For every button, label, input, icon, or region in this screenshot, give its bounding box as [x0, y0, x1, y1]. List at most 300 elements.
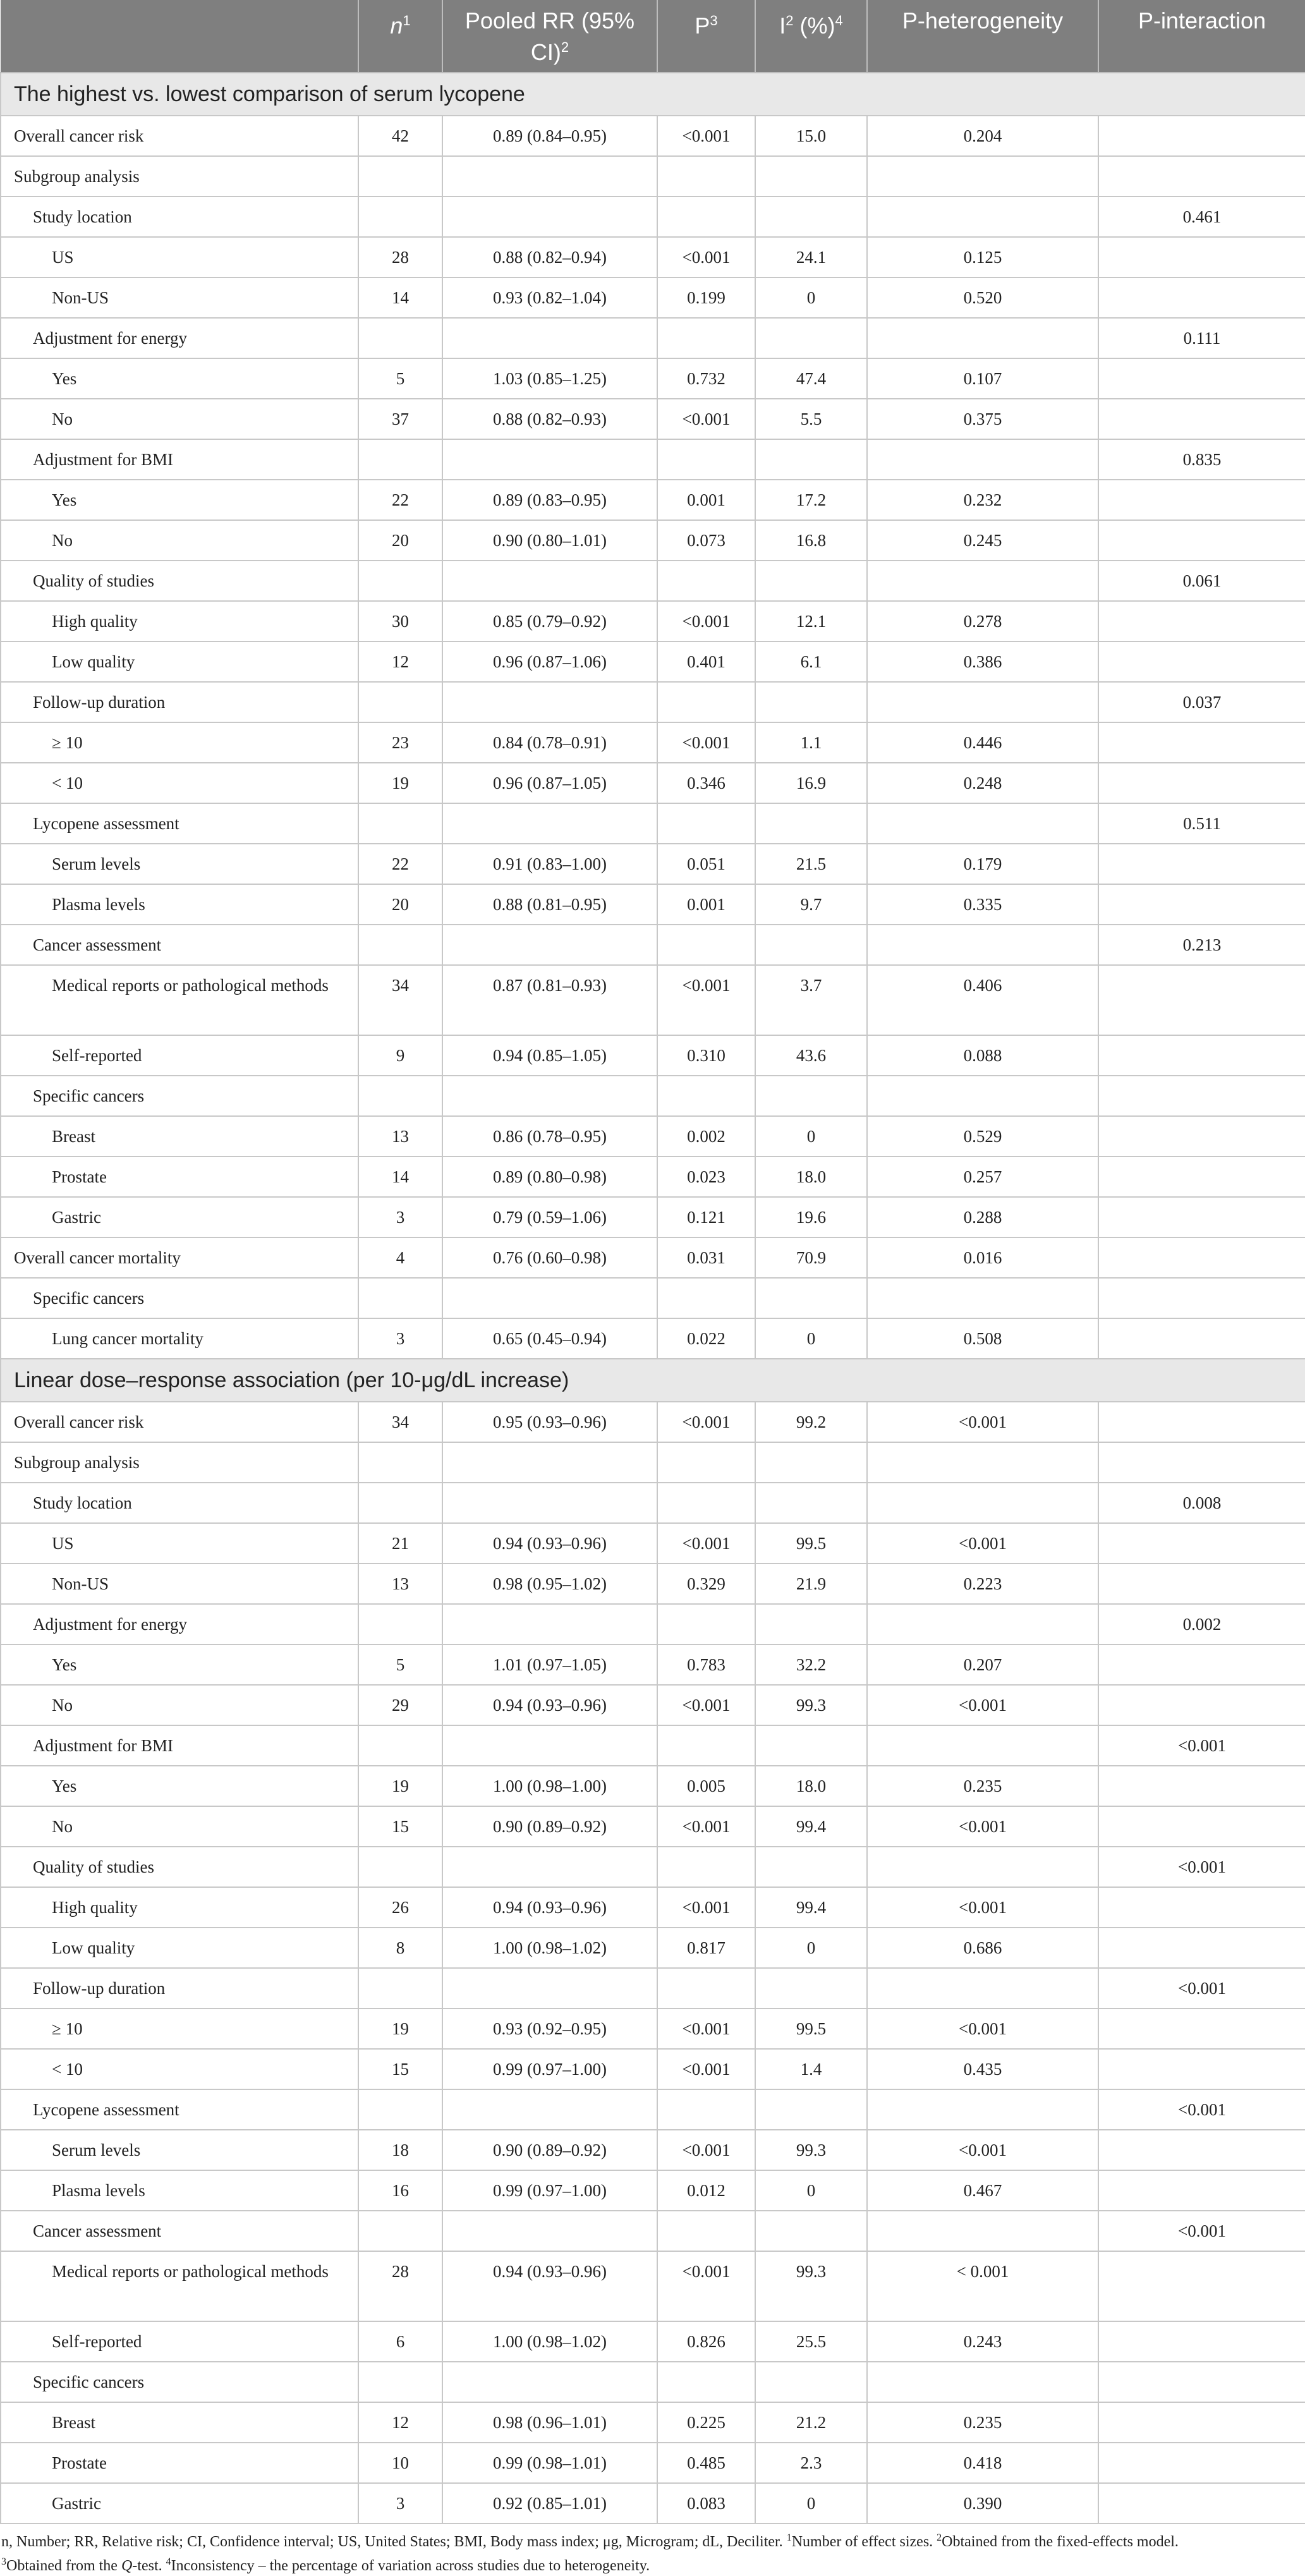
cell-pooled-rr: 0.86 (0.78–0.95) [442, 1116, 657, 1157]
section-header-row [1, 1359, 1305, 1402]
table-row [1, 237, 1305, 277]
cell-n [358, 1278, 442, 1318]
table-row [1, 561, 1305, 601]
table-row [1, 2251, 1305, 2321]
table-row [1, 1442, 1305, 1483]
cell-pooled-rr: 0.79 (0.59–1.06) [442, 1197, 657, 1237]
cell-n [358, 925, 442, 965]
cell-i2 [755, 1442, 867, 1483]
cell-p: 0.001 [657, 884, 755, 925]
header-pooled-rr: Pooled RR (95% CI)$^2$ [442, 0, 657, 73]
cell-i2: 18.0 [755, 1157, 867, 1197]
row-label: Low quality [1, 1928, 358, 1968]
cell-p [657, 1278, 755, 1318]
cell-i2 [755, 1604, 867, 1644]
row-label: Subgroup analysis [1, 156, 358, 197]
cell-i2: 24.1 [755, 237, 867, 277]
cell-pooled-rr [442, 1604, 657, 1644]
row-label: < 10 [1, 2049, 358, 2089]
cell-i2: 5.5 [755, 399, 867, 439]
row-label: US [1, 237, 358, 277]
cell-p-heterogeneity [867, 1604, 1098, 1644]
cell-p-heterogeneity [867, 318, 1098, 358]
cell-p-interaction [1098, 1564, 1305, 1604]
cell-pooled-rr: 0.85 (0.79–0.92) [442, 601, 657, 641]
cell-p-heterogeneity [867, 156, 1098, 197]
cell-i2: 17.2 [755, 480, 867, 520]
header-label-column [1, 0, 358, 73]
cell-i2 [755, 1725, 867, 1766]
section-title: Linear dose–response association (per 10-μg/dL increase) [1, 1359, 1305, 1402]
cell-n: 19 [358, 1766, 442, 1806]
cell-pooled-rr: 0.94 (0.93–0.96) [442, 1523, 657, 1564]
cell-p-heterogeneity [867, 1847, 1098, 1887]
table-row [1, 1157, 1305, 1197]
cell-p-interaction [1098, 116, 1305, 156]
cell-i2: 0 [755, 1116, 867, 1157]
table-row [1, 722, 1305, 763]
cell-i2: 0 [755, 277, 867, 318]
row-label: Self-reported [1, 1035, 358, 1076]
cell-p-heterogeneity: 0.335 [867, 884, 1098, 925]
row-label: Non-US [1, 1564, 358, 1604]
cell-p: 0.225 [657, 2402, 755, 2443]
cell-p-heterogeneity: 0.179 [867, 844, 1098, 884]
cell-p-heterogeneity [867, 1442, 1098, 1483]
table-row [1, 2049, 1305, 2089]
cell-p-heterogeneity [867, 2362, 1098, 2402]
table-row [1, 2321, 1305, 2362]
cell-p-interaction [1098, 884, 1305, 925]
cell-p-heterogeneity: 0.248 [867, 763, 1098, 803]
cell-i2: 12.1 [755, 601, 867, 641]
cell-p-interaction [1098, 722, 1305, 763]
cell-pooled-rr: 0.92 (0.85–1.01) [442, 2483, 657, 2524]
cell-pooled-rr: 0.76 (0.60–0.98) [442, 1237, 657, 1278]
cell-pooled-rr: 0.90 (0.89–0.92) [442, 1806, 657, 1847]
table-row [1, 318, 1305, 358]
table-row [1, 116, 1305, 156]
cell-p-heterogeneity: 0.235 [867, 1766, 1098, 1806]
cell-p-interaction [1098, 1685, 1305, 1725]
table-row [1, 2170, 1305, 2211]
cell-n: 30 [358, 601, 442, 641]
cell-pooled-rr: 0.99 (0.98–1.01) [442, 2443, 657, 2483]
cell-i2 [755, 439, 867, 480]
cell-p-heterogeneity [867, 1278, 1098, 1318]
cell-p-heterogeneity: 0.418 [867, 2443, 1098, 2483]
table-row [1, 1685, 1305, 1725]
cell-p-heterogeneity: 0.508 [867, 1318, 1098, 1359]
cell-n [358, 2362, 442, 2402]
cell-p-heterogeneity: 0.406 [867, 965, 1098, 1035]
table-row [1, 2362, 1305, 2402]
cell-i2: 32.2 [755, 1644, 867, 1685]
cell-pooled-rr [442, 197, 657, 237]
cell-pooled-rr [442, 803, 657, 844]
cell-n: 5 [358, 1644, 442, 1685]
row-label: Adjustment for energy [1, 1604, 358, 1644]
cell-p-interaction [1098, 277, 1305, 318]
row-label: Subgroup analysis [1, 1442, 358, 1483]
cell-i2 [755, 197, 867, 237]
cell-p-heterogeneity: <0.001 [867, 2008, 1098, 2049]
row-label: ≥ 10 [1, 2008, 358, 2049]
cell-n [358, 1847, 442, 1887]
cell-p-interaction [1098, 2443, 1305, 2483]
cell-p-heterogeneity [867, 2211, 1098, 2251]
cell-p-heterogeneity: <0.001 [867, 1523, 1098, 1564]
cell-p-interaction [1098, 2321, 1305, 2362]
cell-n [358, 803, 442, 844]
cell-p: <0.001 [657, 1523, 755, 1564]
cell-pooled-rr: 0.87 (0.81–0.93) [442, 965, 657, 1035]
cell-pooled-rr [442, 682, 657, 722]
cell-p-heterogeneity [867, 197, 1098, 237]
cell-i2: 19.6 [755, 1197, 867, 1237]
cell-p-interaction: 0.111 [1098, 318, 1305, 358]
cell-pooled-rr: 0.99 (0.97–1.00) [442, 2170, 657, 2211]
cell-p-interaction: <0.001 [1098, 1847, 1305, 1887]
table-row [1, 2483, 1305, 2524]
cell-p-interaction [1098, 237, 1305, 277]
cell-n: 15 [358, 1806, 442, 1847]
cell-i2 [755, 2089, 867, 2130]
cell-i2: 70.9 [755, 1237, 867, 1278]
row-label: Medical reports or pathological methods [1, 2251, 358, 2321]
cell-p-heterogeneity: < 0.001 [867, 2251, 1098, 2321]
cell-n: 13 [358, 1116, 442, 1157]
cell-p-heterogeneity: <0.001 [867, 1685, 1098, 1725]
row-label: Lycopene assessment [1, 2089, 358, 2130]
cell-i2: 18.0 [755, 1766, 867, 1806]
cell-p [657, 561, 755, 601]
cell-pooled-rr: 0.88 (0.82–0.93) [442, 399, 657, 439]
cell-p-interaction [1098, 601, 1305, 641]
cell-p: <0.001 [657, 2251, 755, 2321]
row-label: Serum levels [1, 844, 358, 884]
cell-p-interaction: <0.001 [1098, 2211, 1305, 2251]
cell-pooled-rr [442, 1442, 657, 1483]
cell-pooled-rr: 1.00 (0.98–1.00) [442, 1766, 657, 1806]
table-row [1, 925, 1305, 965]
cell-n: 26 [358, 1887, 442, 1928]
table-row [1, 480, 1305, 520]
row-label: High quality [1, 601, 358, 641]
cell-p [657, 156, 755, 197]
cell-pooled-rr: 0.95 (0.93–0.96) [442, 1402, 657, 1442]
cell-p [657, 1604, 755, 1644]
cell-i2: 47.4 [755, 358, 867, 399]
cell-p-interaction [1098, 763, 1305, 803]
cell-n: 18 [358, 2130, 442, 2170]
table-header [1, 0, 1305, 73]
cell-pooled-rr: 0.89 (0.80–0.98) [442, 1157, 657, 1197]
cell-n [358, 1483, 442, 1523]
cell-p-heterogeneity: 0.435 [867, 2049, 1098, 2089]
cell-p-interaction [1098, 399, 1305, 439]
row-label: Medical reports or pathological methods [1, 965, 358, 1035]
row-label: High quality [1, 1887, 358, 1928]
table-body [1, 73, 1305, 2524]
cell-p-interaction [1098, 965, 1305, 1035]
cell-p: <0.001 [657, 965, 755, 1035]
cell-pooled-rr: 0.93 (0.82–1.04) [442, 277, 657, 318]
cell-p: 0.783 [657, 1644, 755, 1685]
cell-pooled-rr: 0.84 (0.78–0.91) [442, 722, 657, 763]
cell-pooled-rr [442, 925, 657, 965]
cell-n: 28 [358, 2251, 442, 2321]
cell-pooled-rr: 1.00 (0.98–1.02) [442, 1928, 657, 1968]
cell-p: <0.001 [657, 399, 755, 439]
cell-p: 0.732 [657, 358, 755, 399]
cell-n: 15 [358, 2049, 442, 2089]
cell-p-interaction: 0.511 [1098, 803, 1305, 844]
cell-n: 3 [358, 1318, 442, 1359]
cell-i2 [755, 2362, 867, 2402]
cell-p-interaction [1098, 1237, 1305, 1278]
cell-pooled-rr: 0.88 (0.82–0.94) [442, 237, 657, 277]
row-label: Breast [1, 2402, 358, 2443]
row-label: ≥ 10 [1, 722, 358, 763]
cell-n: 37 [358, 399, 442, 439]
cell-p-interaction [1098, 2049, 1305, 2089]
table-row [1, 884, 1305, 925]
cell-p-heterogeneity: 0.107 [867, 358, 1098, 399]
cell-p-interaction [1098, 2362, 1305, 2402]
row-label: Overall cancer risk [1, 1402, 358, 1442]
cell-pooled-rr: 0.93 (0.92–0.95) [442, 2008, 657, 2049]
cell-n: 34 [358, 965, 442, 1035]
cell-pooled-rr: 0.89 (0.83–0.95) [442, 480, 657, 520]
cell-i2: 0 [755, 2483, 867, 2524]
cell-n [358, 318, 442, 358]
cell-p: 0.485 [657, 2443, 755, 2483]
cell-n [358, 156, 442, 197]
table-row [1, 1402, 1305, 1442]
table-row [1, 1197, 1305, 1237]
cell-pooled-rr: 0.94 (0.93–0.96) [442, 1685, 657, 1725]
table-row [1, 358, 1305, 399]
cell-n [358, 1076, 442, 1116]
cell-p-heterogeneity: 0.446 [867, 722, 1098, 763]
cell-p [657, 439, 755, 480]
cell-p-heterogeneity: <0.001 [867, 1806, 1098, 1847]
cell-p: <0.001 [657, 1887, 755, 1928]
table-row [1, 277, 1305, 318]
row-label: Lycopene assessment [1, 803, 358, 844]
cell-i2: 43.6 [755, 1035, 867, 1076]
cell-pooled-rr [442, 1968, 657, 2008]
cell-pooled-rr [442, 561, 657, 601]
cell-i2 [755, 2211, 867, 2251]
cell-p [657, 2211, 755, 2251]
cell-pooled-rr: 0.89 (0.84–0.95) [442, 116, 657, 156]
cell-n: 5 [358, 358, 442, 399]
cell-n: 28 [358, 237, 442, 277]
cell-i2: 99.2 [755, 1402, 867, 1442]
row-label: < 10 [1, 763, 358, 803]
cell-p-heterogeneity: 0.520 [867, 277, 1098, 318]
cell-p-heterogeneity [867, 1076, 1098, 1116]
cell-p: 0.083 [657, 2483, 755, 2524]
cell-n: 9 [358, 1035, 442, 1076]
cell-i2: 1.4 [755, 2049, 867, 2089]
header-p: $P^3$ [657, 0, 755, 73]
cell-n: 34 [358, 1402, 442, 1442]
cell-pooled-rr: 0.98 (0.96–1.01) [442, 2402, 657, 2443]
table-row [1, 601, 1305, 641]
cell-p-interaction [1098, 2251, 1305, 2321]
cell-i2 [755, 1968, 867, 2008]
cell-p-interaction [1098, 2008, 1305, 2049]
table-row [1, 1076, 1305, 1116]
cell-p: 0.310 [657, 1035, 755, 1076]
row-label: Adjustment for BMI [1, 439, 358, 480]
cell-p-heterogeneity [867, 2089, 1098, 2130]
cell-n [358, 1442, 442, 1483]
cell-i2 [755, 803, 867, 844]
header-n: $n^1$ [358, 0, 442, 73]
row-label: Study location [1, 1483, 358, 1523]
cell-p-interaction: <0.001 [1098, 2089, 1305, 2130]
cell-pooled-rr: 0.94 (0.93–0.96) [442, 2251, 657, 2321]
row-label: No [1, 1685, 358, 1725]
cell-pooled-rr: 0.94 (0.85–1.05) [442, 1035, 657, 1076]
cell-p: <0.001 [657, 722, 755, 763]
cell-i2: 0 [755, 2170, 867, 2211]
cell-n: 22 [358, 480, 442, 520]
cell-p-interaction [1098, 358, 1305, 399]
cell-p-interaction [1098, 520, 1305, 561]
table-row [1, 1928, 1305, 1968]
cell-pooled-rr [442, 2362, 657, 2402]
cell-p: 0.346 [657, 763, 755, 803]
row-label: No [1, 1806, 358, 1847]
cell-n: 22 [358, 844, 442, 884]
cell-p: 0.022 [657, 1318, 755, 1359]
row-label: Serum levels [1, 2130, 358, 2170]
cell-p-interaction [1098, 2130, 1305, 2170]
row-label: Yes [1, 358, 358, 399]
table-row [1, 1968, 1305, 2008]
cell-pooled-rr [442, 156, 657, 197]
cell-i2: 21.2 [755, 2402, 867, 2443]
cell-i2 [755, 925, 867, 965]
table-row [1, 1523, 1305, 1564]
cell-n [358, 2211, 442, 2251]
cell-p [657, 1725, 755, 1766]
cell-p [657, 2089, 755, 2130]
row-label: Yes [1, 1644, 358, 1685]
table-row [1, 439, 1305, 480]
cell-i2: 9.7 [755, 884, 867, 925]
cell-p-heterogeneity: 0.235 [867, 2402, 1098, 2443]
cell-p-interaction [1098, 1523, 1305, 1564]
cell-p-heterogeneity: 0.288 [867, 1197, 1098, 1237]
cell-p-heterogeneity: 0.232 [867, 480, 1098, 520]
cell-n: 20 [358, 520, 442, 561]
cell-p-interaction [1098, 1887, 1305, 1928]
cell-pooled-rr: 0.98 (0.95–1.02) [442, 1564, 657, 1604]
cell-p-heterogeneity: 0.386 [867, 641, 1098, 682]
cell-n: 14 [358, 1157, 442, 1197]
cell-p-heterogeneity: 0.016 [867, 1237, 1098, 1278]
cell-pooled-rr: 0.91 (0.83–1.00) [442, 844, 657, 884]
cell-p-interaction [1098, 2483, 1305, 2524]
cell-p [657, 1076, 755, 1116]
cell-p-interaction [1098, 1035, 1305, 1076]
cell-n [358, 2089, 442, 2130]
cell-pooled-rr: 0.88 (0.81–0.95) [442, 884, 657, 925]
cell-pooled-rr [442, 1076, 657, 1116]
cell-i2: 0 [755, 1928, 867, 1968]
cell-p: 0.826 [657, 2321, 755, 2362]
cell-p-heterogeneity [867, 1483, 1098, 1523]
cell-p-heterogeneity: 0.207 [867, 1644, 1098, 1685]
cell-p-interaction [1098, 480, 1305, 520]
cell-p-interaction [1098, 156, 1305, 197]
cell-p: 0.817 [657, 1928, 755, 1968]
cell-p-interaction [1098, 2170, 1305, 2211]
cell-p: <0.001 [657, 2130, 755, 2170]
cell-n [358, 1725, 442, 1766]
cell-p: 0.002 [657, 1116, 755, 1157]
row-label: Adjustment for BMI [1, 1725, 358, 1766]
cell-p-interaction [1098, 1197, 1305, 1237]
row-label: Plasma levels [1, 884, 358, 925]
cell-p-heterogeneity: 0.390 [867, 2483, 1098, 2524]
cell-p-interaction [1098, 1928, 1305, 1968]
table-row [1, 399, 1305, 439]
cell-p: <0.001 [657, 601, 755, 641]
cell-p-interaction: 0.835 [1098, 439, 1305, 480]
cell-pooled-rr [442, 2089, 657, 2130]
cell-pooled-rr: 0.99 (0.97–1.00) [442, 2049, 657, 2089]
table-row [1, 2211, 1305, 2251]
cell-n: 23 [358, 722, 442, 763]
cell-p-heterogeneity: <0.001 [867, 2130, 1098, 2170]
cell-p: <0.001 [657, 2008, 755, 2049]
cell-n: 4 [358, 1237, 442, 1278]
cell-pooled-rr [442, 1725, 657, 1766]
cell-p-heterogeneity [867, 561, 1098, 601]
cell-n: 6 [358, 2321, 442, 2362]
cell-p-heterogeneity: 0.243 [867, 2321, 1098, 2362]
cell-p: 0.051 [657, 844, 755, 884]
cell-pooled-rr: 0.90 (0.80–1.01) [442, 520, 657, 561]
table-row [1, 1604, 1305, 1644]
row-label: Prostate [1, 1157, 358, 1197]
table-row [1, 1644, 1305, 1685]
cell-n: 29 [358, 1685, 442, 1725]
cell-n: 10 [358, 2443, 442, 2483]
cell-p-interaction: 0.461 [1098, 197, 1305, 237]
row-label: US [1, 1523, 358, 1564]
cell-p [657, 2362, 755, 2402]
cell-n: 14 [358, 277, 442, 318]
cell-p: <0.001 [657, 237, 755, 277]
table-row [1, 2089, 1305, 2130]
table-row [1, 1847, 1305, 1887]
cell-n [358, 439, 442, 480]
cell-pooled-rr [442, 439, 657, 480]
table-footnote: n, Number; RR, Relative risk; CI, Confidence interval; US, United States; BMI, Body mass index; μg, Microgram; dL, Deciliter. $^1$Number of effect sizes. $^2$Obtained from the fixed-effects model. $^3$Obtained from the Q-test. $^4$Inconsistency – the percentage of variation across studies due to heterogeneity. [1, 2532, 1179, 2574]
cell-p [657, 682, 755, 722]
cell-p-interaction [1098, 641, 1305, 682]
table-row [1, 197, 1305, 237]
row-label: Gastric [1, 1197, 358, 1237]
